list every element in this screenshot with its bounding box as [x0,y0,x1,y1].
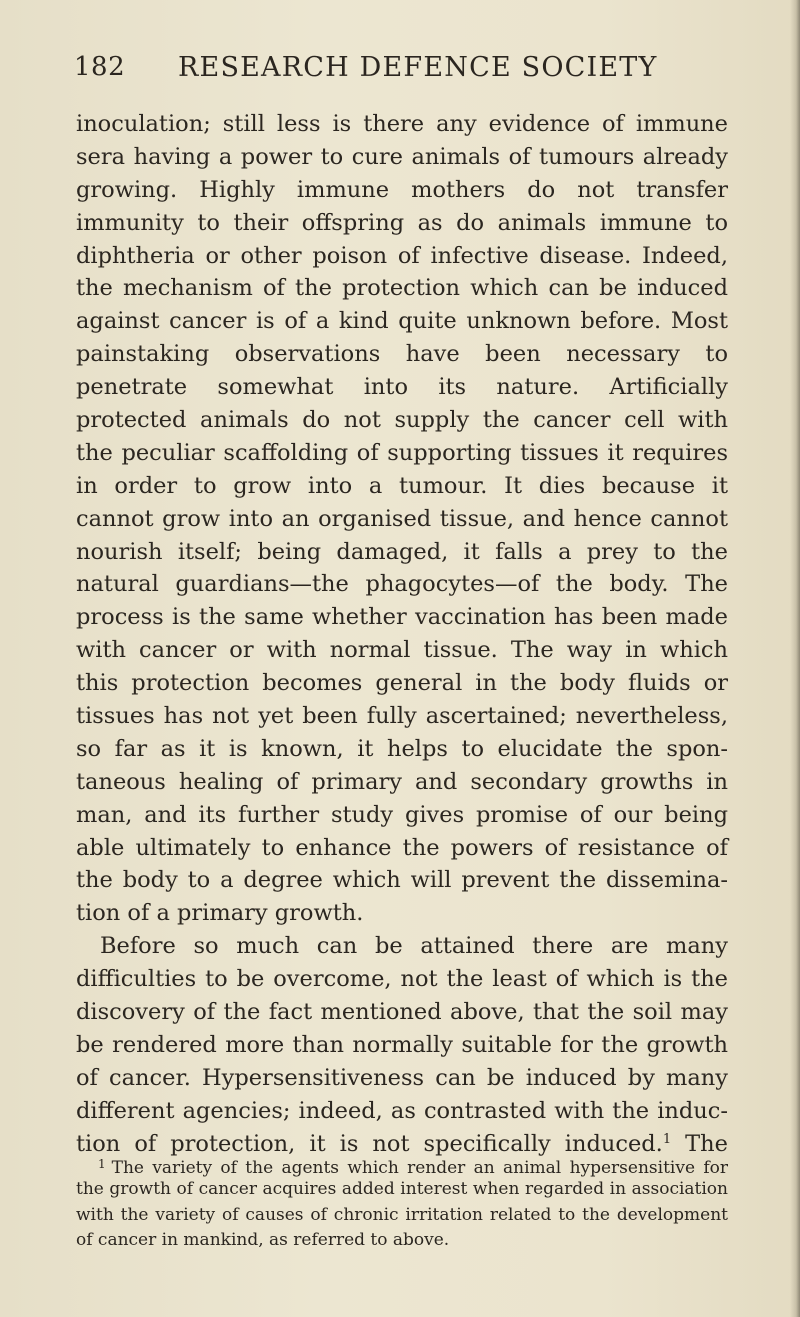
footnote-reference: 1 [662,1131,672,1147]
text-line-segment: tion of protection, it is not specifically induced. [76,1130,663,1157]
text-line: taneous healing of primary and secondary growths in [76,768,728,795]
text-line: this protection becomes general in the body fluids or [76,670,728,697]
text-line: nourish itself; being damaged, it falls a prey to the [76,538,728,565]
text-line: diphtheria or other poison of infective disease. Indeed, [76,242,728,269]
page-edge-shadow [790,0,800,1317]
text-line: able ultimately to enhance the powers of resistance of [76,834,728,861]
page-header [74,52,734,92]
text-line: growing. Highly immune mothers do not transfer [76,176,728,203]
text-line: cannot grow into an organised tissue, and hence cannot [76,505,728,532]
footnote-number: 1 [98,1157,106,1171]
text-line: tion of a primary growth. [76,900,364,927]
text-line: protected animals do not supply the cancer cell with [76,407,728,434]
text-line: tissues has not yet been fully ascertained; nevertheless, [76,703,728,730]
text-line: process is the same whether vaccination has been made [76,604,728,631]
text-line: discovery of the fact mentioned above, that the soil may [76,999,728,1026]
text-line: painstaking observations have been necessary to [76,341,728,368]
text-line: of cancer. Hypersensitiveness can be induced by many [76,1064,728,1091]
body-text [76,108,728,1161]
running-title: RESEARCH DEFENCE SOCIETY [178,52,658,83]
text-line: different agencies; indeed, as contrasted with the induc- [76,1097,728,1124]
text-line: difficulties to be overcome, not the least of which is the [76,966,728,993]
text-line: so far as it is known, it helps to elucidate the spon- [76,735,728,762]
text-line: inoculation; still less is there any evidence of immune [76,111,728,137]
text-line: be rendered more than normally suitable for the growth [76,1031,728,1058]
footnote-line: with the variety of causes of chronic irritation related to the development [76,1204,728,1225]
footnote-text: The variety of the agents which render an animal hypersensitive for [111,1158,728,1178]
text-line: penetrate somewhat into its nature. Artificially [76,374,728,401]
text-line: the mechanism of the protection which can be induced [76,275,728,302]
footnotes [76,1152,728,1253]
continued-word: The [685,1130,728,1157]
text-line: the body to a degree which will prevent the dissemina- [76,867,728,894]
text-line: man, and its further study gives promise of our being [76,801,728,828]
footnote-line: of cancer in mankind, as referred to above. [76,1229,450,1250]
text-line: sera having a power to cure animals of tumours already [76,143,728,170]
text-line: the peculiar scaffolding of supporting tissues it requires [76,439,728,466]
text-line: in order to grow into a tumour. It dies because it [76,472,728,499]
text-line: against cancer is of a kind quite unknown before. Most [76,308,728,335]
text-line: with cancer or with normal tissue. The way in which [76,637,728,664]
footnote-line [76,1152,728,1177]
page-number: 182 [74,52,126,82]
text-line: natural guardians—the phagocytes—of the body. The [76,571,728,598]
text-line: immunity to their offspring as do animals immune to [76,209,728,236]
footnote-line: the growth of cancer acquires added interest when regarded in association [76,1179,728,1200]
text-line: Before so much can be attained there are many [100,933,728,960]
